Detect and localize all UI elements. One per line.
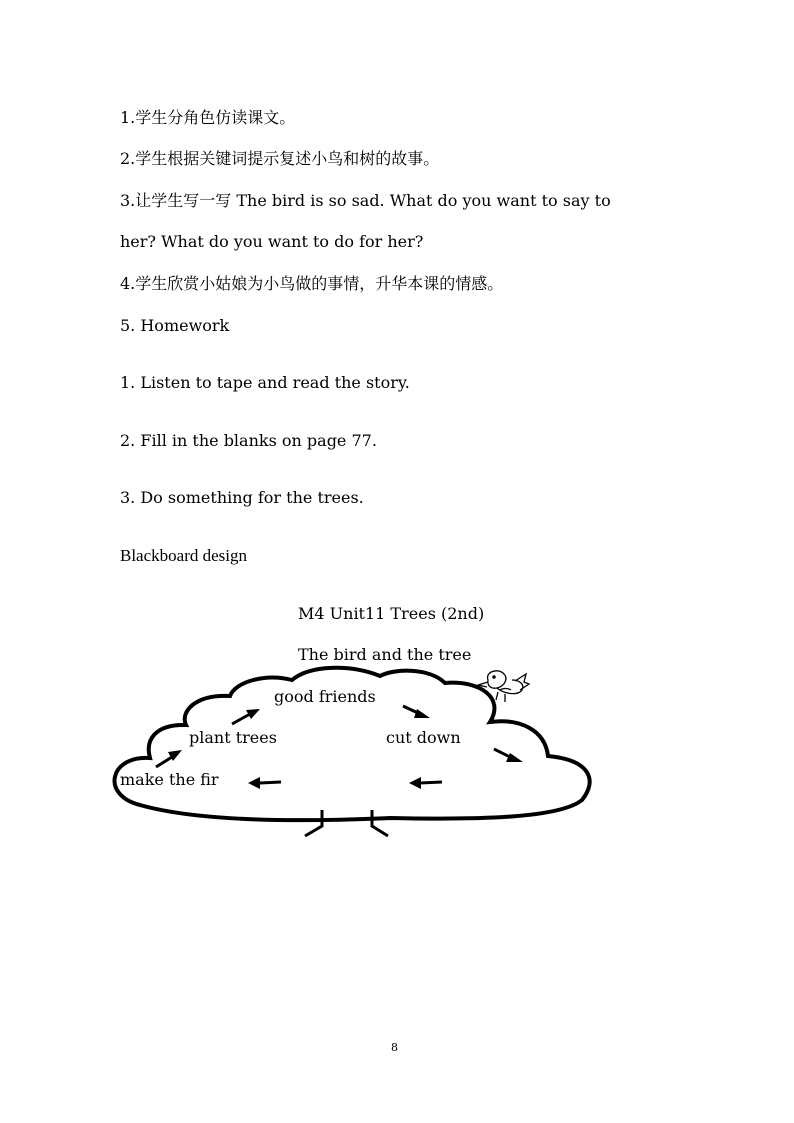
tree-trunk-right bbox=[372, 810, 388, 836]
arrow-bottom-right bbox=[409, 777, 442, 789]
text-line-4: her? What do you want to do for her? bbox=[120, 232, 424, 251]
tree-trunk-left bbox=[305, 810, 322, 836]
label-plant-trees: plant trees bbox=[189, 728, 277, 747]
board-title: M4 Unit11 Trees (2nd) bbox=[298, 604, 485, 623]
homework-heading: 5. Homework bbox=[120, 316, 230, 335]
arrow-fir-to-plant bbox=[156, 750, 182, 767]
page-number: 8 bbox=[391, 1041, 398, 1054]
label-cut-down: cut down bbox=[386, 728, 461, 747]
homework-item-3: 3. Do something for the trees. bbox=[120, 488, 364, 507]
homework-item-1: 1. Listen to tape and read the story. bbox=[120, 373, 410, 392]
text-line-1: 1.学生分角色仿读课文。 bbox=[120, 108, 296, 127]
label-good-friends: good friends bbox=[274, 687, 376, 706]
arrow-cutdown-right bbox=[494, 749, 523, 762]
blackboard-heading: Blackboard design bbox=[120, 546, 247, 565]
board-subtitle: The bird and the tree bbox=[298, 645, 472, 664]
text-line-2: 2.学生根据关键词提示复述小鸟和树的故事。 bbox=[120, 149, 440, 168]
homework-item-2: 2. Fill in the blanks on page 77. bbox=[120, 431, 377, 450]
arrow-friends-to-cutdown bbox=[403, 706, 430, 718]
label-make-the-fir: make the fir bbox=[120, 770, 219, 789]
text-line-3: 3.让学生写一写 The bird is so sad. What do you want to say to bbox=[120, 191, 611, 210]
arrow-bottom-left bbox=[248, 777, 281, 789]
text-line-5: 4.学生欣赏小姑娘为小鸟做的事情，升华本课的情感。 bbox=[120, 274, 504, 293]
bird-illustration bbox=[478, 671, 529, 702]
arrow-plant-to-friends bbox=[232, 709, 260, 724]
